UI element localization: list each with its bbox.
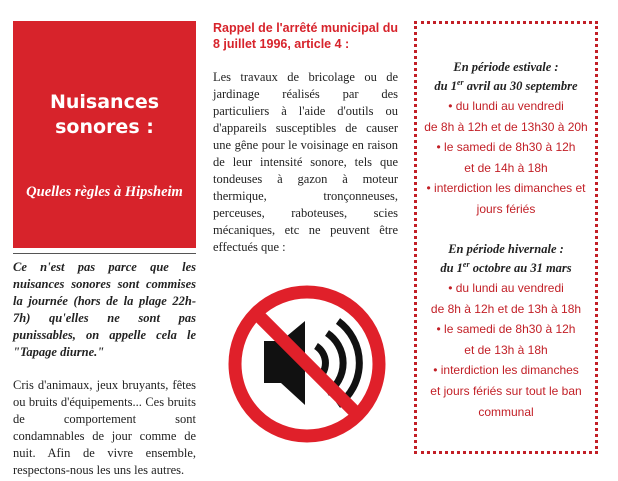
winter-range-end: octobre au 31 mars <box>469 261 572 275</box>
winter-line: • du lundi au vendredi <box>448 281 564 295</box>
decree-paragraph: Les travaux de bricolage ou de jardinage réalisés par des particuliers à l'aide d'outils ou d'appareils susceptibles de causer une gêne pour le voisinage en raison de leur intensité sonore, tels que tondeuses à gazon à moteur thermique, tronçonneuses, perceuses, raboteuses, scies mécaniques, etc ne peuvent être effectués que : <box>213 70 398 254</box>
winter-range-start: du 1 <box>440 261 463 275</box>
winter-line: • interdiction les dimanches <box>433 363 579 378</box>
winter-line: • le samedi de 8h30 à 12h <box>436 322 576 337</box>
winter-line: et de 13h à 18h <box>464 342 548 357</box>
speaker-body <box>264 341 281 383</box>
title-banner <box>13 21 196 248</box>
winter-line: et jours fériés sur tout le ban <box>430 383 582 398</box>
title-line-2: sonores : <box>55 116 154 138</box>
no-sound-icon <box>226 283 388 445</box>
schedule-box <box>414 21 598 454</box>
divider <box>13 253 196 254</box>
intro-paragraph: Cris d'animaux, jeux bruyants, fêtes ou bruits d'équipements... Ces bruits de comportement sont condamnables de jour comme de nuit. Afin de vivre ensemble, respectons-nous les uns les autres. <box>13 378 196 477</box>
summer-range <box>417 77 595 96</box>
decree-heading: Rappel de l'arrêté municipal du 8 juillet 1996, article 4 : <box>213 21 398 51</box>
summer-title: En période estivale : <box>453 60 559 74</box>
winter-title: En période hivernale : <box>448 242 564 256</box>
summer-line: jours fériés <box>476 201 536 216</box>
summer-range-sup: er <box>457 77 464 87</box>
intro-italic-paragraph: Ce n'est pas parce que les nuisances sonores sont commises la journée (hors de la plage 22h-7h) qu'elles ne sont pas punissables, on appelle cela le "Tapage diurne." <box>13 260 196 359</box>
summer-line: • du lundi au vendredi <box>448 99 564 113</box>
page-title <box>13 90 196 140</box>
summer-line: • le samedi de 8h30 à 12h <box>436 140 576 155</box>
winter-schedule <box>417 240 595 422</box>
page-subtitle: Quelles règles à Hipsheim <box>26 184 183 200</box>
winter-line: communal <box>478 404 534 419</box>
summer-range-end: avril au 30 septembre <box>463 79 578 93</box>
summer-range-start: du 1 <box>434 79 457 93</box>
winter-line: de 8h à 12h et de 13h à 18h <box>430 301 582 316</box>
summer-schedule <box>417 58 595 220</box>
summer-line: de 8h à 12h et de 13h30 à 20h <box>424 119 588 134</box>
summer-line: • interdiction les dimanches et <box>426 181 586 196</box>
summer-line: et de 14h à 18h <box>464 160 548 175</box>
title-line-1: Nuisances <box>49 91 160 113</box>
winter-range <box>417 259 595 278</box>
winter-range-sup: er <box>462 259 470 269</box>
